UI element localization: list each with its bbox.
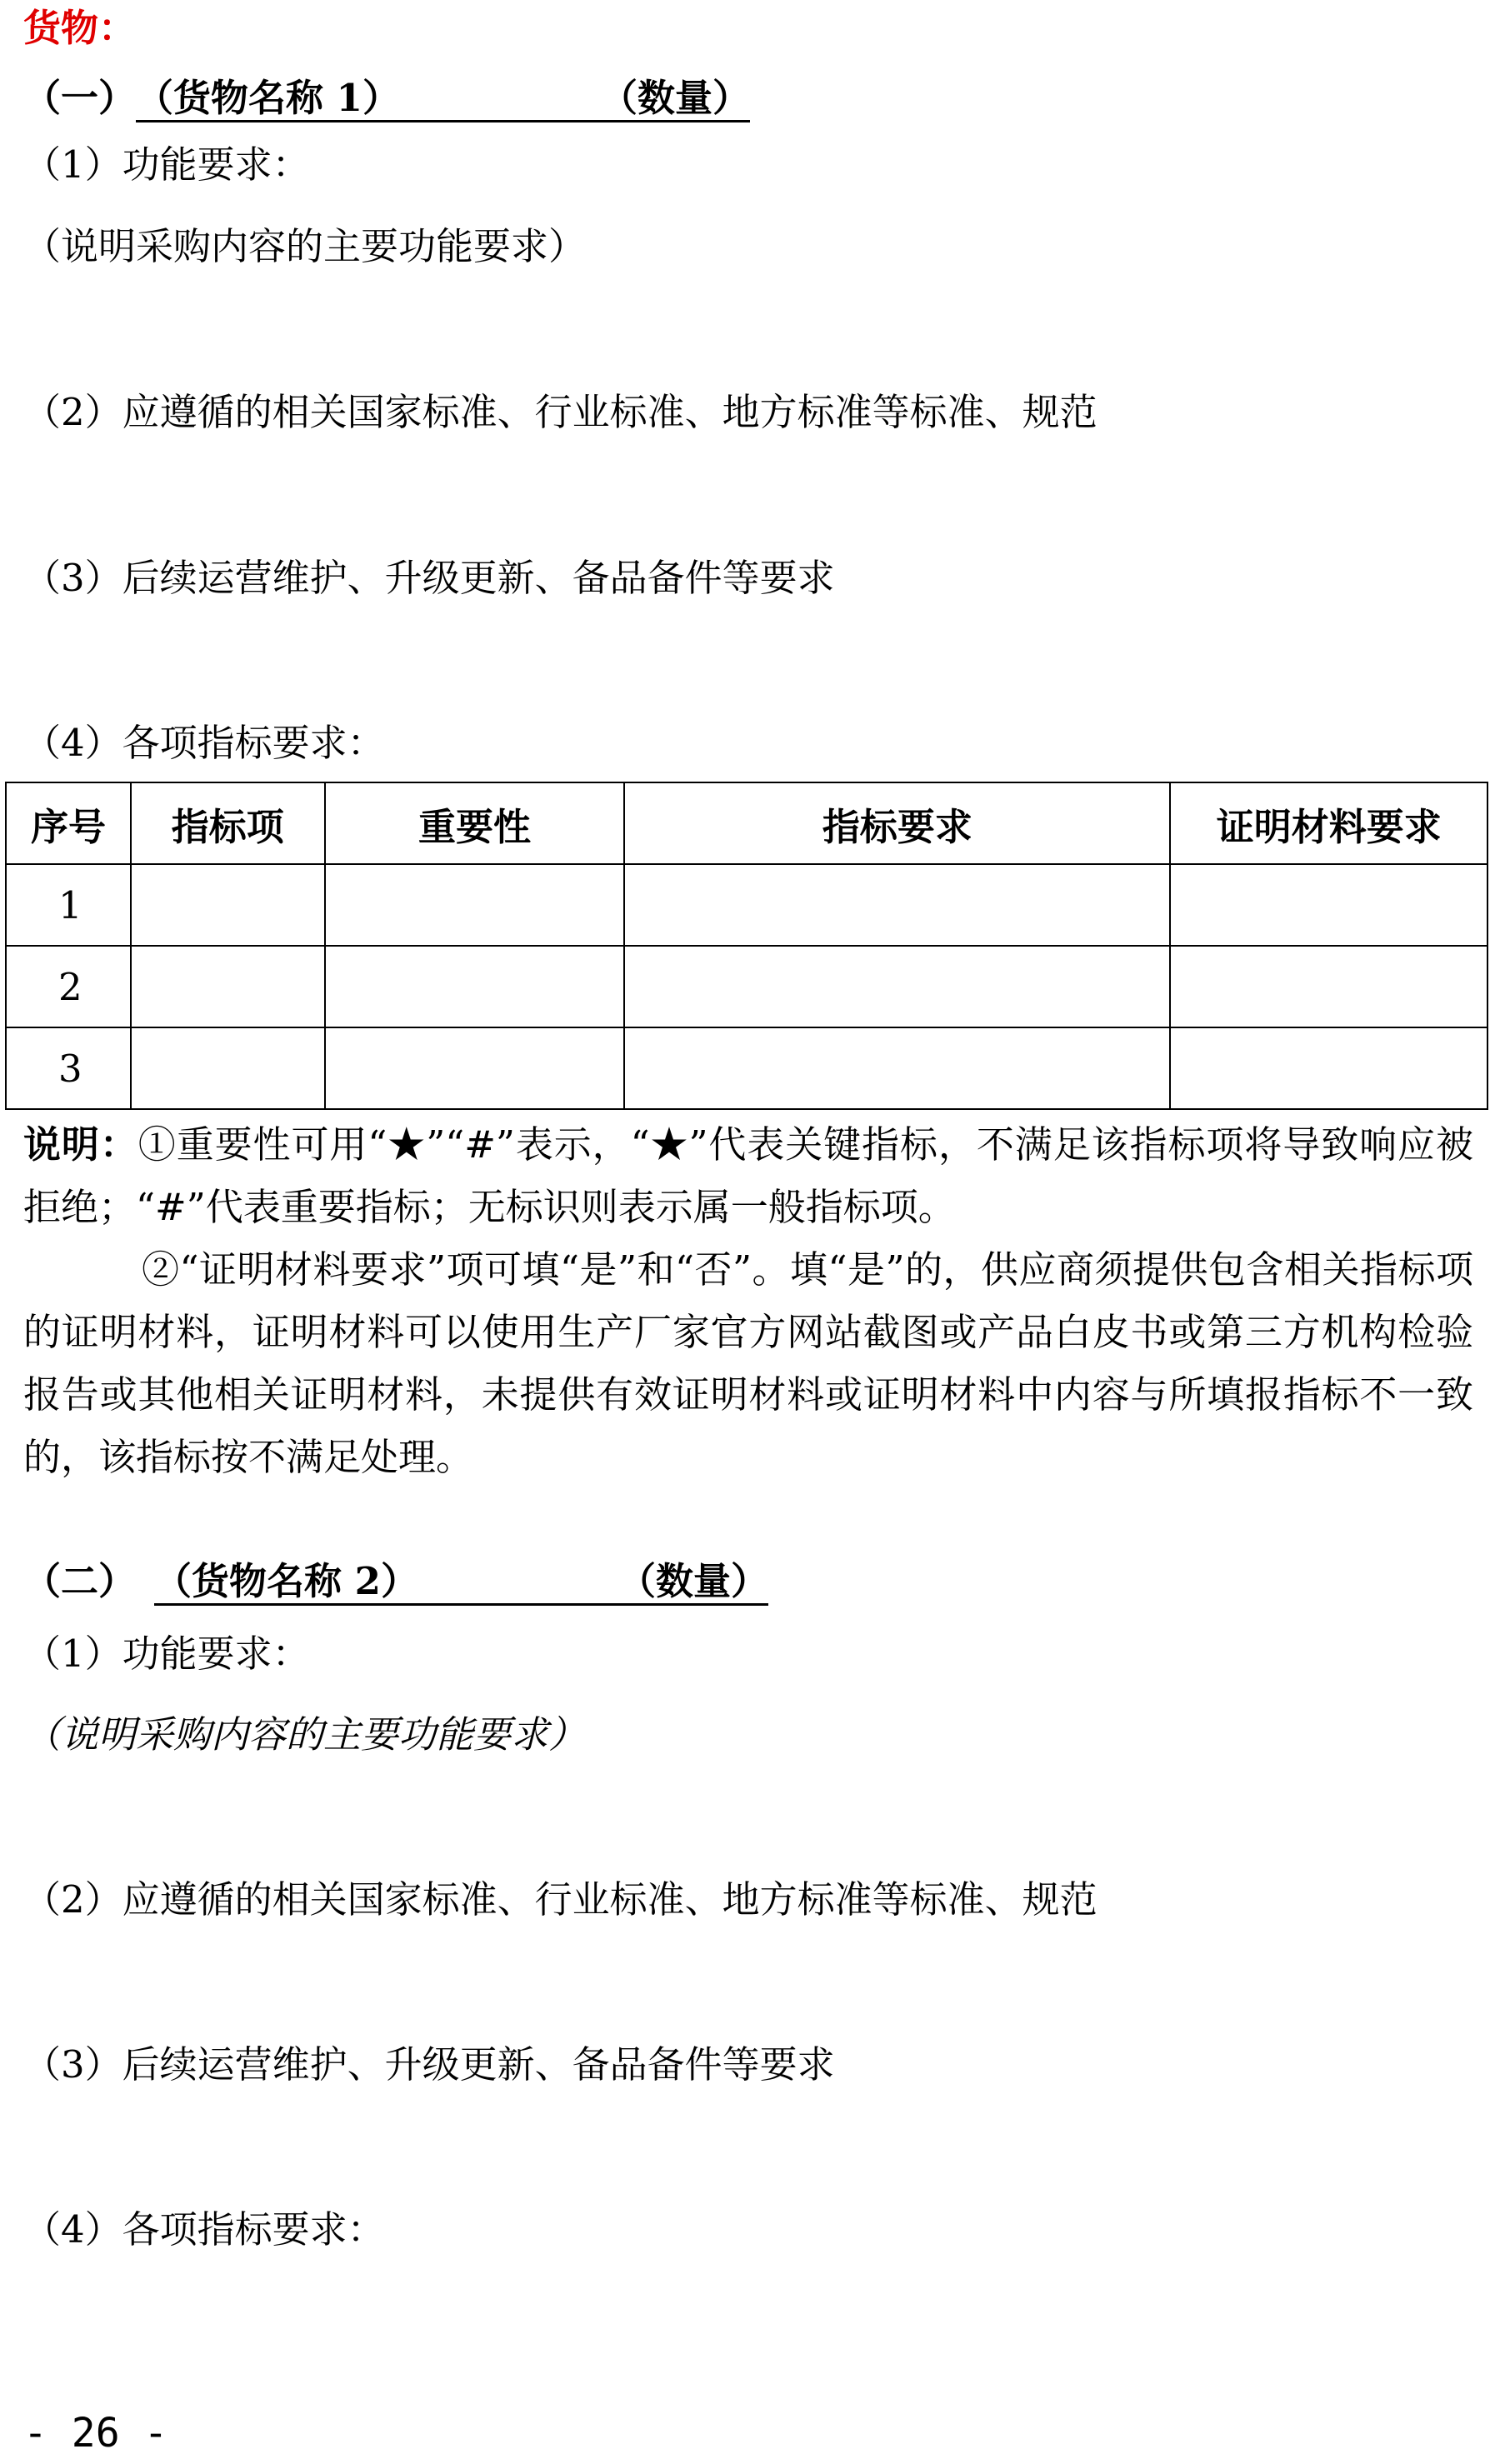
header-indicator: 指标项 bbox=[131, 782, 325, 864]
section-2-item-1: （1）功能要求： bbox=[23, 1632, 310, 1676]
header-requirement: 指标要求 bbox=[624, 782, 1170, 864]
table-row bbox=[6, 864, 1488, 946]
note-1 bbox=[23, 1113, 1473, 1238]
cell-indicator bbox=[131, 1027, 325, 1109]
table-row bbox=[6, 1027, 1488, 1109]
section-2-name-quantity bbox=[154, 1560, 768, 1606]
cell-requirement bbox=[624, 946, 1170, 1027]
section-1-item-5: （4）各项指标要求： bbox=[23, 721, 385, 765]
table-header-row bbox=[6, 782, 1488, 864]
cell-indicator bbox=[131, 946, 325, 1027]
header-importance: 重要性 bbox=[325, 782, 625, 864]
cell-indicator bbox=[131, 864, 325, 946]
indicator-table bbox=[5, 782, 1488, 1110]
header-index: 序号 bbox=[6, 782, 131, 864]
section-1-index: （一） bbox=[23, 76, 137, 120]
cell-proof bbox=[1170, 1027, 1488, 1109]
section-1-item-3: （2）应遵循的相关国家标准、行业标准、地方标准等标准、规范 bbox=[23, 390, 1098, 434]
cell-importance bbox=[325, 1027, 625, 1109]
row-index: 2 bbox=[6, 946, 131, 1027]
cell-requirement bbox=[624, 864, 1170, 946]
page-number: - 26 - bbox=[23, 2410, 168, 2457]
header-proof: 证明材料要求 bbox=[1170, 782, 1488, 864]
section-2-item-5: （4）各项指标要求： bbox=[23, 2207, 385, 2252]
doc-title: 货物： bbox=[23, 6, 137, 50]
section-2-heading bbox=[23, 1557, 768, 1607]
section-2-name: （货物名称 2） bbox=[154, 1559, 418, 1603]
section-2-item-4: （3）后续运营维护、升级更新、备品备件等要求 bbox=[23, 2042, 835, 2087]
row-index: 3 bbox=[6, 1027, 131, 1109]
section-1-heading bbox=[23, 73, 750, 123]
note-label: 说明： bbox=[23, 1122, 138, 1167]
note-2: ②“证明材料要求”项可填“是”和“否”。填“是”的，供应商须提供包含相关指标项的证明材料，证明材料可以使用生产厂家官方网站截图或产品白皮书或第三方机构检验报告或其他相关证明材料，未提供有效证明材料或证明材料中内容与所填报指标不一致的，该指标按不满足处理。 bbox=[23, 1247, 1473, 1479]
table-row bbox=[6, 946, 1488, 1027]
section-1-item-1: （1）功能要求： bbox=[23, 142, 310, 187]
section-1-item-2: （说明采购内容的主要功能要求） bbox=[23, 224, 587, 268]
section-2-item-2: （说明采购内容的主要功能要求） bbox=[23, 1712, 587, 1757]
cell-proof bbox=[1170, 864, 1488, 946]
cell-proof bbox=[1170, 946, 1488, 1027]
section-1-name-quantity bbox=[136, 77, 750, 122]
section-1-quantity: （数量） bbox=[600, 76, 751, 120]
section-2-index: （二） bbox=[23, 1559, 137, 1603]
section-1-item-4: （3）后续运营维护、升级更新、备品备件等要求 bbox=[23, 556, 835, 600]
section-1-name: （货物名称 1） bbox=[136, 76, 400, 120]
note-1-text: ①重要性可用“★”“#”表示，“★”代表关键指标，不满足该指标项将导致响应被拒绝；“#”代表重要指标；无标识则表示属一般指标项。 bbox=[23, 1122, 1473, 1229]
row-index: 1 bbox=[6, 864, 131, 946]
cell-importance bbox=[325, 864, 625, 946]
cell-importance bbox=[325, 946, 625, 1027]
cell-requirement bbox=[624, 1027, 1170, 1109]
section-2-quantity: （数量） bbox=[618, 1559, 769, 1603]
section-2-item-3: （2）应遵循的相关国家标准、行业标准、地方标准等标准、规范 bbox=[23, 1877, 1098, 1922]
